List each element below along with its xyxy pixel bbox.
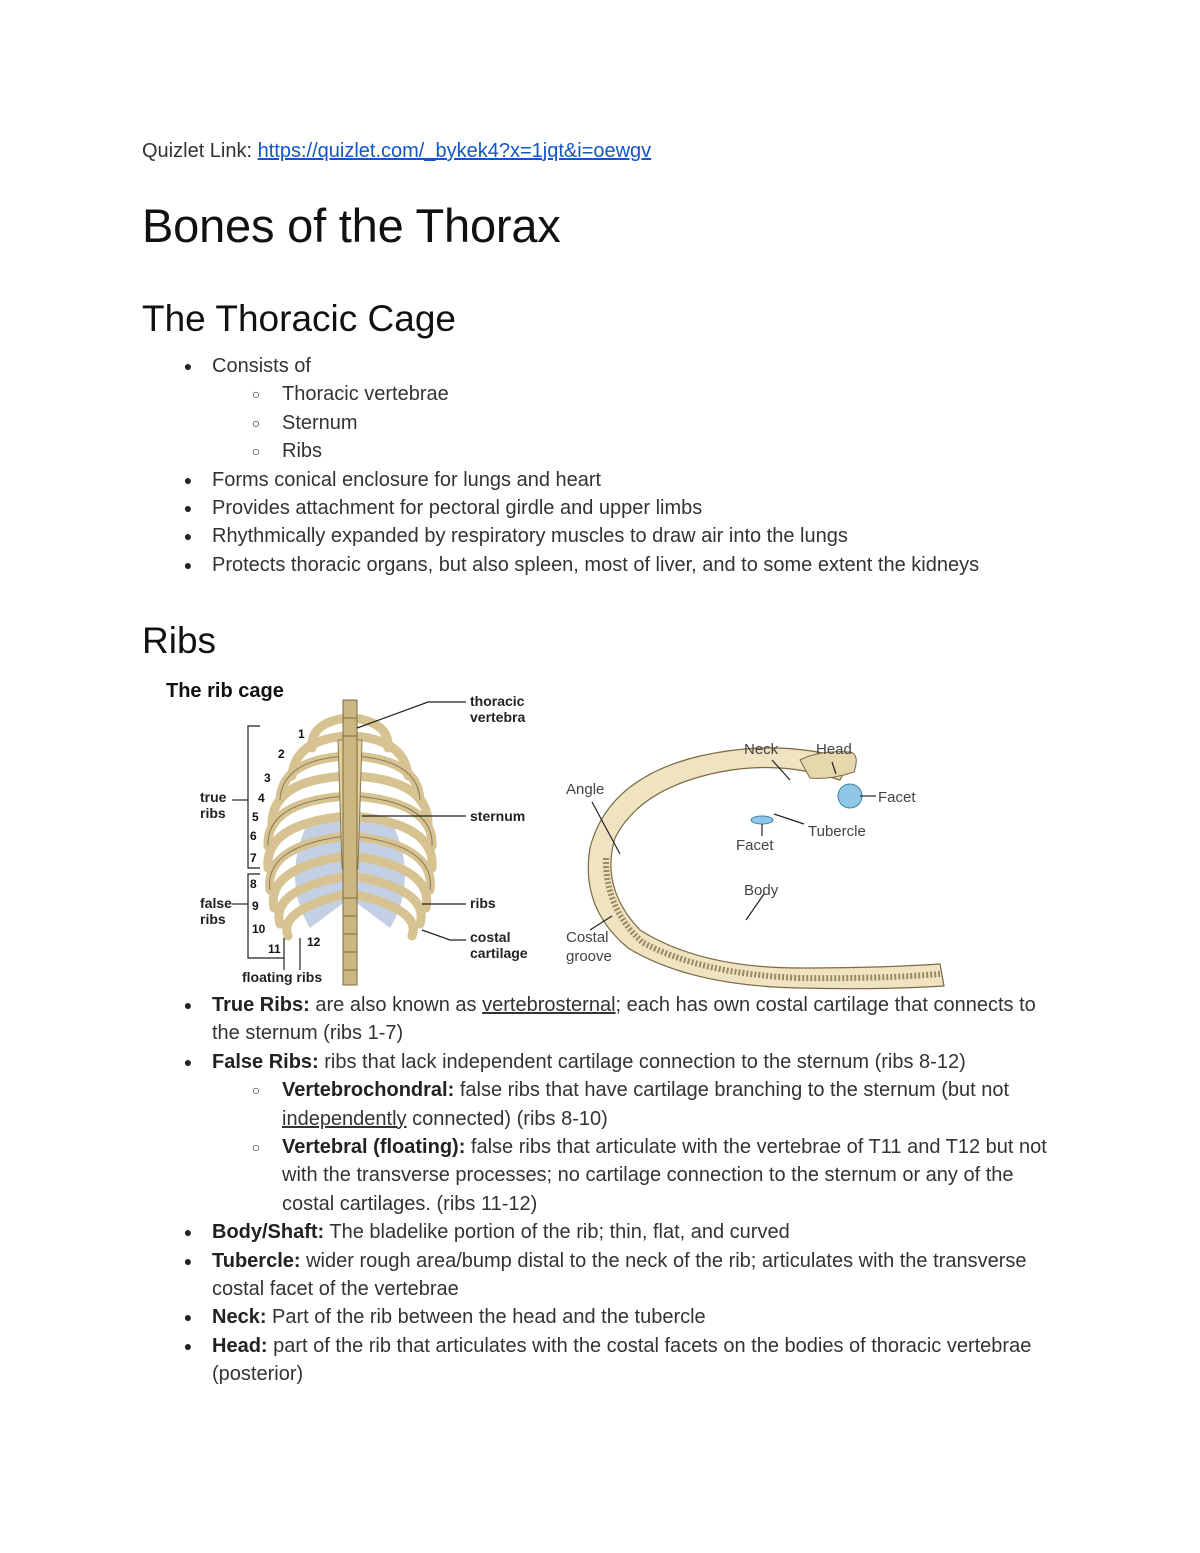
bullet-disc: ●	[183, 1053, 193, 1070]
label-angle: Angle	[566, 781, 605, 798]
quizlet-link-line	[142, 140, 651, 163]
rib-cage-figure	[160, 668, 960, 990]
list-item: ● Provides attachment for pectoral girdle and upper limbs	[142, 494, 1062, 522]
rib-number: 12	[307, 935, 321, 949]
rib-number: 2	[278, 747, 285, 761]
ribs-list	[142, 991, 1062, 1389]
label-true-ribs-2: ribs	[200, 805, 226, 821]
label-sternum: sternum	[470, 808, 526, 824]
label-floating-ribs: floating ribs	[242, 969, 323, 985]
label-costal-groove-2: groove	[566, 948, 612, 965]
bullet-disc: ●	[183, 471, 193, 488]
rib-number: 8	[250, 877, 257, 891]
rib-cage-drawing	[268, 700, 432, 985]
heading-ribs: Ribs	[142, 620, 217, 661]
label-body: Body	[744, 882, 779, 899]
list-item: ● Rhythmically expanded by respiratory muscles to draw air into the lungs	[142, 522, 1062, 550]
label-tubercle: Tubercle	[808, 823, 866, 840]
rib-number: 1	[298, 727, 305, 741]
list-item: ○ Vertebral (floating): false ribs that articulate with the vertebrae of T11 and T12 but not with the transverse processes; no cartilage connection to the sternum or any of the costal cartilages. (ribs 11-12)	[142, 1133, 1062, 1218]
label-true-ribs-1: true	[200, 789, 227, 805]
label-neck: Neck	[744, 741, 779, 758]
list-item: ● Protects thoracic organs, but also spleen, most of liver, and to some extent the kidneys	[142, 551, 1062, 579]
bullet-disc: ●	[183, 997, 193, 1013]
rib-number: 10	[252, 922, 266, 936]
label-costal: costal	[470, 929, 511, 945]
list-item: ○ Ribs	[142, 437, 1062, 465]
thoracic-cage-list	[142, 352, 1062, 579]
rib-number: 6	[250, 829, 257, 843]
list-item: ● Body/Shaft: The bladelike portion of the rib; thin, flat, and curved	[142, 1218, 1062, 1246]
quizlet-link[interactable]: https://quizlet.com/_bykek4?x=1jqt&i=oewgv	[257, 140, 652, 162]
bullet-circle: ○	[251, 1139, 261, 1156]
list-item: ○ Vertebrochondral: false ribs that have cartilage branching to the sternum (but not independently connected) (ribs 8-10)	[142, 1076, 1062, 1133]
bullet-disc: ●	[183, 1224, 193, 1241]
label-false-ribs-2: ribs	[200, 911, 226, 927]
bullet-disc: ●	[183, 556, 193, 573]
list-item: ○ Thoracic vertebrae	[142, 380, 1062, 408]
heading-thoracic-cage: The Thoracic Cage	[142, 298, 456, 339]
label-ribs: ribs	[470, 895, 496, 911]
rib-number: 7	[250, 851, 257, 865]
list-item: ● Head: part of the rib that articulates with the costal facets on the bodies of thoracic vertebrae (posterior)	[142, 1332, 1062, 1389]
bullet-disc: ●	[183, 358, 193, 374]
rib-number: 5	[252, 810, 259, 824]
bullet-disc: ●	[183, 1309, 193, 1326]
label-head: Head	[816, 741, 852, 758]
label-false-ribs-1: false	[200, 895, 232, 911]
label-facet-bottom: Facet	[736, 837, 774, 854]
list-item: ● True Ribs: are also known as vertebrosternal; each has own costal cartilage that connects to the sternum (ribs 1-7)	[142, 991, 1062, 1048]
bullet-disc: ●	[183, 528, 193, 545]
rib-number: 11	[268, 942, 281, 956]
bullet-disc: ●	[183, 1252, 193, 1269]
single-rib-drawing	[588, 748, 944, 989]
page-title: Bones of the Thorax	[142, 199, 561, 252]
list-item: ○ Sternum	[142, 409, 1062, 437]
rib-cage-title: The rib cage	[166, 680, 284, 702]
list-item: ● Forms conical enclosure for lungs and heart	[142, 466, 1062, 494]
rib-cage-illustration	[160, 668, 960, 990]
list-item: ● False Ribs: ribs that lack independent cartilage connection to the sternum (ribs 8-12)	[142, 1048, 1062, 1076]
bullet-circle: ○	[251, 414, 261, 431]
list-item: ● Consists of	[142, 352, 1062, 380]
rib-number: 9	[252, 899, 259, 913]
list-item: ● Tubercle: wider rough area/bump distal to the neck of the rib; articulates with the transverse costal facet of the vertebrae	[142, 1247, 1062, 1304]
bullet-disc: ●	[183, 1337, 193, 1354]
bullet-circle: ○	[251, 1082, 261, 1099]
bullet-circle: ○	[251, 386, 261, 403]
label-costal-groove-1: Costal	[566, 929, 609, 946]
bullet-disc: ●	[183, 500, 193, 517]
list-item: ● Neck: Part of the rib between the head and the tubercle	[142, 1303, 1062, 1331]
link-label: Quizlet Link:	[142, 140, 253, 162]
label-thoracic: thoracic	[470, 693, 525, 709]
label-facet-right: Facet	[878, 789, 916, 806]
label-vertebra: vertebra	[470, 709, 526, 725]
rib-number: 4	[258, 791, 265, 805]
bullet-circle: ○	[251, 443, 261, 460]
label-cartilage: cartilage	[470, 945, 528, 961]
rib-number: 3	[264, 771, 271, 785]
